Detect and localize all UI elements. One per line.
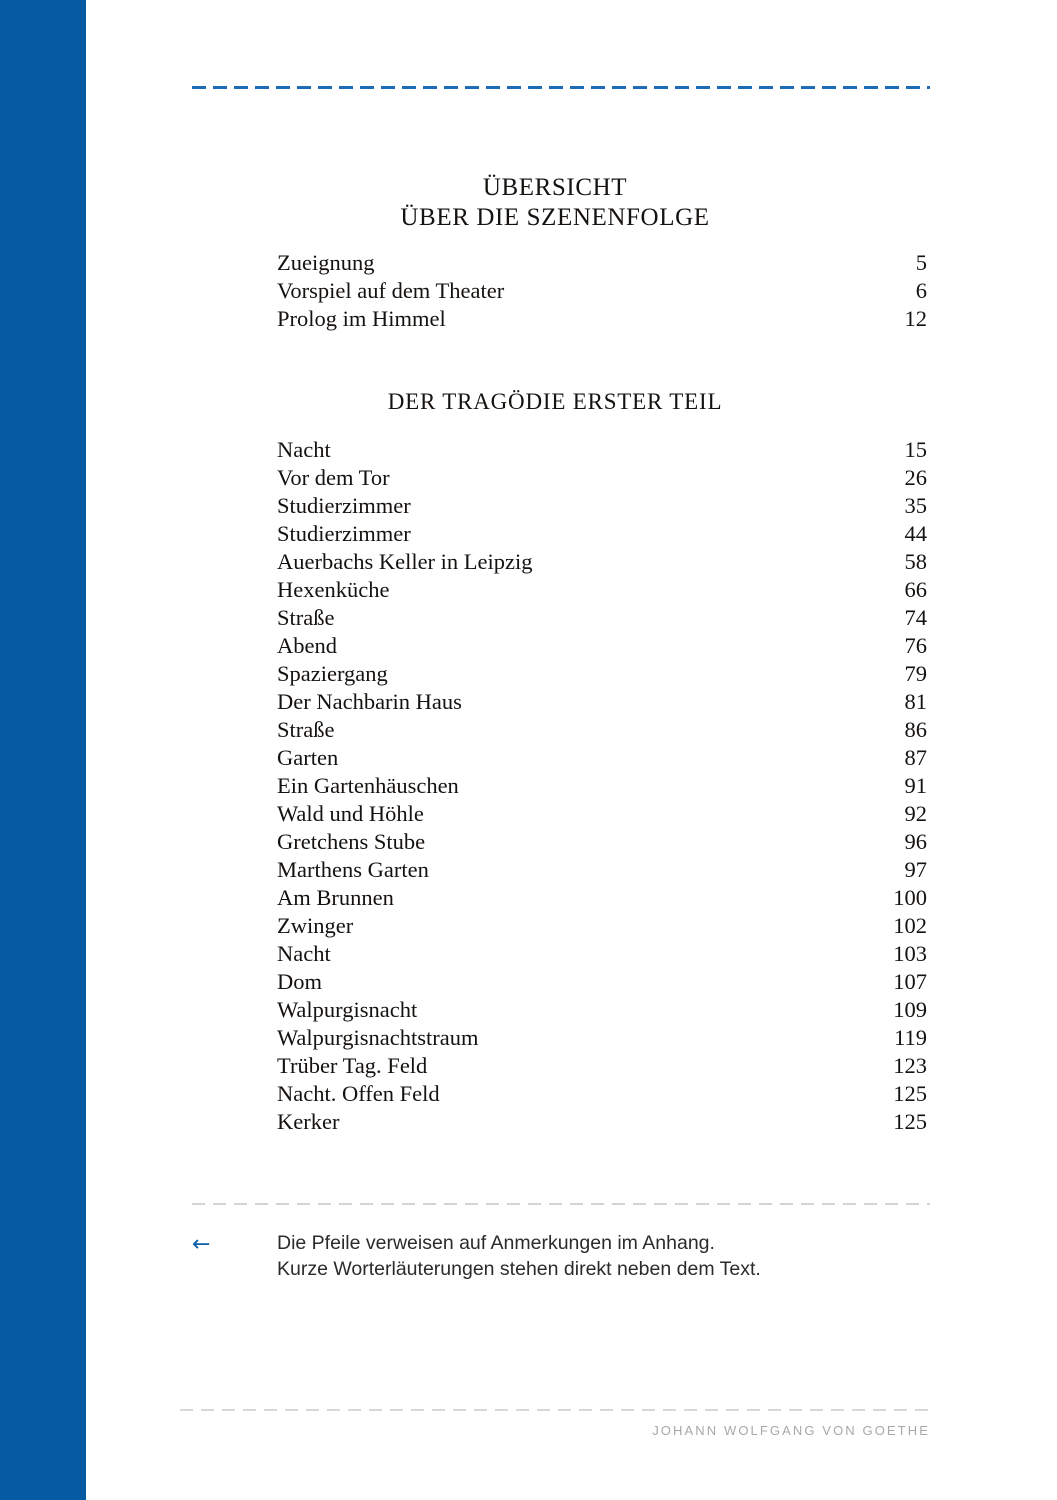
toc-entry-label: Wald und Höhle: [277, 801, 424, 826]
toc-leader-dots: [435, 1072, 881, 1073]
toc-leader-dots: [396, 680, 881, 681]
toc-leader-dots: [347, 1128, 881, 1129]
toc-entry[interactable]: [277, 1052, 927, 1080]
toc-leader-dots: [541, 568, 881, 569]
toc-entry[interactable]: [277, 492, 927, 520]
toc-entry-label: Der Nachbarin Haus: [277, 689, 462, 714]
toc-entry[interactable]: [277, 520, 927, 548]
toc-entry[interactable]: [277, 800, 927, 828]
toc-entry[interactable]: [277, 1080, 927, 1108]
toc-leader-dots: [512, 297, 881, 298]
toc-leader-dots: [346, 764, 881, 765]
toc-entry[interactable]: [277, 277, 927, 305]
toc-leader-dots: [486, 1044, 881, 1045]
toc-entry-label: Studierzimmer: [277, 493, 411, 518]
toc-entry[interactable]: [277, 249, 927, 277]
toc-leader-dots: [361, 932, 881, 933]
toc-entry-label: Nacht: [277, 437, 331, 462]
page-title-line-1: ÜBERSICHT: [482, 174, 628, 201]
toc-leader-dots: [398, 484, 881, 485]
toc-entry-label: Auerbachs Keller in Leipzig: [277, 549, 533, 574]
page-content: [180, 0, 930, 1500]
toc-entry-page: 125: [893, 1081, 927, 1106]
toc-entry-page: 86: [904, 717, 927, 742]
toc-entry-label: Nacht. Offen Feld: [277, 1081, 440, 1106]
toc-entry-label: Dom: [277, 969, 322, 994]
toc-entry[interactable]: [277, 1024, 927, 1052]
toc-entry-label: Garten: [277, 745, 339, 770]
toc-entry-page: 26: [904, 465, 927, 490]
toc-entry-page: 66: [904, 577, 927, 602]
toc-leader-dots: [419, 512, 881, 513]
toc-leader-dots: [339, 456, 881, 457]
toc-entry-page: 92: [904, 801, 927, 826]
toc-leader-dots: [454, 325, 881, 326]
toc-entry-label: Nacht: [277, 941, 331, 966]
toc-entry-label: Ein Gartenhäuschen: [277, 773, 459, 798]
toc-entry-label: Straße: [277, 717, 335, 742]
legend-note: [192, 1230, 930, 1282]
toc-entry-page: 102: [893, 913, 927, 938]
toc-leader-dots: [433, 848, 881, 849]
toc-entry-page: 76: [904, 633, 927, 658]
toc-entry[interactable]: [277, 436, 927, 464]
toc-leader-dots: [342, 736, 881, 737]
toc-entry[interactable]: [277, 1108, 927, 1136]
toc-entry-label: Vor dem Tor: [277, 465, 390, 490]
top-dashed-rule: [192, 86, 930, 89]
toc-leader-dots: [467, 792, 881, 793]
toc-entry-page: 58: [904, 549, 927, 574]
toc-entry-page: 44: [904, 521, 927, 546]
toc-entry[interactable]: [277, 548, 927, 576]
toc-entry-label: Abend: [277, 633, 337, 658]
toc-leader-dots: [345, 652, 881, 653]
blue-spine-bar: [0, 0, 86, 1500]
toc-entry[interactable]: [277, 996, 927, 1024]
toc-entry[interactable]: [277, 968, 927, 996]
toc-entry-page: 100: [893, 885, 927, 910]
toc-entry-label: Hexenküche: [277, 577, 390, 602]
toc-entry-page: 91: [904, 773, 927, 798]
toc-entry[interactable]: [277, 305, 927, 333]
toc-entry[interactable]: [277, 660, 927, 688]
toc-first-part: [277, 436, 927, 1136]
toc-entry[interactable]: [277, 772, 927, 800]
toc-entry-page: 97: [904, 857, 927, 882]
toc-leader-dots: [330, 988, 881, 989]
toc-leader-dots: [342, 624, 881, 625]
left-arrow-icon: ←: [192, 1232, 211, 1257]
toc-leader-dots: [432, 820, 881, 821]
toc-leader-dots: [425, 1016, 881, 1017]
toc-leader-dots: [382, 269, 881, 270]
toc-entry[interactable]: [277, 856, 927, 884]
note-dashed-rule: [192, 1203, 930, 1205]
toc-entry[interactable]: [277, 744, 927, 772]
toc-entry[interactable]: [277, 912, 927, 940]
toc-entry-label: Zueignung: [277, 250, 375, 275]
toc-leader-dots: [448, 1100, 881, 1101]
section-heading: DER TRAGÖDIE ERSTER TEIL: [387, 389, 723, 414]
toc-leader-dots: [339, 960, 881, 961]
toc-entry-label: Zwinger: [277, 913, 354, 938]
toc-entry-label: Marthens Garten: [277, 857, 429, 882]
page-title-line-2: ÜBER DIE SZENENFOLGE: [400, 204, 710, 231]
toc-entry-page: 74: [904, 605, 927, 630]
toc-leader-dots: [437, 876, 881, 877]
toc-entry-page: 123: [893, 1053, 927, 1078]
toc-entry-page: 107: [893, 969, 927, 994]
toc-entry-page: 81: [904, 689, 927, 714]
toc-leader-dots: [397, 596, 881, 597]
toc-entry[interactable]: [277, 884, 927, 912]
toc-entry-label: Straße: [277, 605, 335, 630]
toc-entry-page: 5: [915, 250, 927, 275]
toc-entry-label: Vorspiel auf dem Theater: [277, 278, 505, 303]
toc-leader-dots: [470, 708, 881, 709]
toc-leader-dots: [419, 540, 881, 541]
toc-entry-label: Am Brunnen: [277, 885, 394, 910]
page-title: [180, 173, 930, 233]
toc-entry-page: 103: [893, 941, 927, 966]
toc-entry-label: Studierzimmer: [277, 521, 411, 546]
toc-entry-label: Walpurgisnachtstraum: [277, 1025, 479, 1050]
toc-entry[interactable]: [277, 828, 927, 856]
toc-entry-label: Gretchens Stube: [277, 829, 426, 854]
toc-entry-page: 119: [894, 1025, 927, 1050]
toc-entry[interactable]: [277, 632, 927, 660]
toc-entry[interactable]: [277, 464, 927, 492]
toc-entry-label: Trüber Tag. Feld: [277, 1053, 428, 1078]
toc-entry-label: Walpurgisnacht: [277, 997, 418, 1022]
toc-entry-page: 79: [904, 661, 927, 686]
toc-entry-page: 15: [904, 437, 927, 462]
footer-author: JOHANN WOLFGANG VON GOETHE: [652, 1423, 930, 1438]
legend-note-line-2: Kurze Worterläuterungen stehen direkt neben dem Text.: [277, 1258, 761, 1280]
legend-note-line-1: Die Pfeile verweisen auf Anmerkungen im Anhang.: [277, 1232, 715, 1254]
toc-leader-dots: [402, 904, 881, 905]
toc-entry[interactable]: [277, 576, 927, 604]
toc-entry[interactable]: [277, 604, 927, 632]
toc-entry-label: Prolog im Himmel: [277, 306, 446, 331]
toc-entry-page: 87: [904, 745, 927, 770]
toc-front-matter: [277, 249, 927, 333]
toc-entry[interactable]: [277, 940, 927, 968]
toc-entry-page: 6: [915, 278, 927, 303]
toc-entry-label: Spaziergang: [277, 661, 388, 686]
toc-entry-page: 96: [904, 829, 927, 854]
toc-entry-page: 109: [893, 997, 927, 1022]
toc-entry-page: 12: [904, 306, 927, 331]
footer-dashed-rule: [180, 1409, 930, 1411]
toc-entry[interactable]: [277, 716, 927, 744]
toc-entry[interactable]: [277, 688, 927, 716]
legend-note-text: [277, 1230, 930, 1282]
toc-entry-page: 35: [904, 493, 927, 518]
toc-entry-label: Kerker: [277, 1109, 340, 1134]
toc-entry-page: 125: [893, 1109, 927, 1134]
